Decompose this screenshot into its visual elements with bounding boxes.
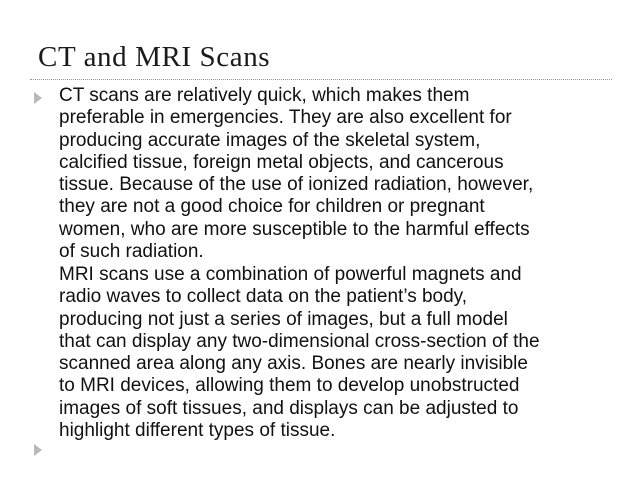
paragraph-line: women, who are more susceptible to the harmful effects xyxy=(59,218,530,240)
title-divider xyxy=(30,79,612,80)
ct-paragraph xyxy=(59,85,629,263)
paragraph-line: producing not just a series of images, but a full model xyxy=(59,308,508,330)
paragraph-line: MRI scans use a combination of powerful magnets and xyxy=(59,264,522,285)
paragraph-line: images of soft tissues, and displays can be adjusted to xyxy=(59,397,519,419)
mri-paragraph xyxy=(59,264,629,442)
paragraph-line: they are not a good choice for children or pregnant xyxy=(59,196,485,218)
paragraph-line: scanned area along any axis. Bones are nearly invisible xyxy=(59,353,528,375)
paragraph-line: tissue. Because of the use of ionized radiation, however, xyxy=(59,174,534,196)
paragraph-line: highlight different types of tissue. xyxy=(59,420,336,442)
paragraph-line: of such radiation. xyxy=(59,241,204,263)
bullet-arrow-icon xyxy=(34,92,42,104)
paragraph-line: that can display any two-dimensional cross-section of the xyxy=(59,330,540,352)
paragraph-line: to MRI devices, allowing them to develop unobstructed xyxy=(59,375,520,397)
paragraph-line: CT scans are relatively quick, which makes them xyxy=(59,85,470,106)
paragraph-line: radio waves to collect data on the patient’s body, xyxy=(59,286,468,308)
paragraph-line: calcified tissue, foreign metal objects, and cancerous xyxy=(59,151,504,173)
paragraph-line: producing accurate images of the skeletal system, xyxy=(59,129,481,151)
slide-title: CT and MRI Scans xyxy=(38,41,271,73)
paragraph-line: preferable in emergencies. They are also excellent for xyxy=(59,107,512,129)
empty-bullet-arrow-icon xyxy=(34,444,42,456)
